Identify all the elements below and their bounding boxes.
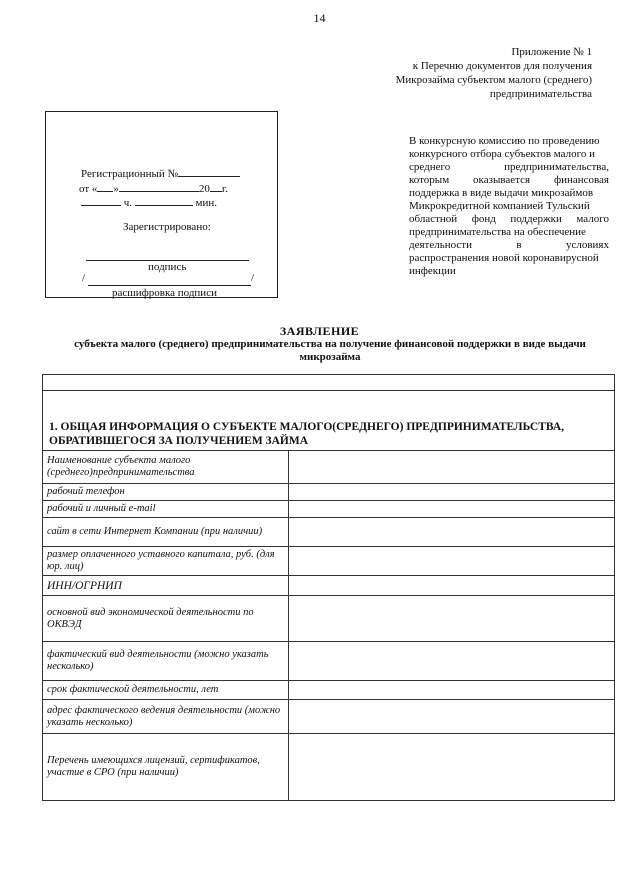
table-row (43, 596, 615, 642)
addressee-word: в (516, 239, 522, 251)
appendix-line: предпринимательства (489, 88, 592, 100)
appendix-reference (396, 45, 592, 101)
appendix-line: Микрозайма субъектом малого (среднего) (395, 74, 592, 86)
section-heading-line: 1. ОБЩАЯ ИНФОРМАЦИЯ О СУБЪЕКТЕ МАЛОГО(СРЕДНЕГО) ПРЕДПРИНИМАТЕЛЬСТВА, (49, 421, 565, 433)
row-label: рабочий телефон (43, 484, 289, 501)
addressee-word: малого (576, 213, 609, 225)
registration-number-blank[interactable] (178, 167, 240, 177)
slash-open: / (82, 272, 86, 284)
table-row (43, 642, 615, 681)
signature-decoding-label: расшифровка подписи (112, 287, 217, 299)
row-value[interactable] (289, 518, 615, 547)
addressee-line: распространения новой коронавирусной (409, 252, 599, 264)
year-blank[interactable] (210, 182, 222, 192)
section-heading (43, 391, 615, 451)
addressee-word: финансовая (553, 174, 609, 186)
addressee-line (409, 174, 609, 187)
addressee-word: условиях (565, 239, 609, 251)
subtitle-line: субъекта малого (среднего) предпринимательства на получение финансовой поддержки в виде выдачи (74, 338, 586, 350)
table-header-row (43, 375, 615, 391)
row-label: адрес фактического ведения деятельности (можно указать несколько) (43, 700, 289, 734)
signature-label: подпись (148, 261, 187, 273)
registration-date-field[interactable] (79, 182, 228, 195)
date-quote-close: » (113, 183, 119, 195)
section-heading-line: ОБРАТИВШЕГОСЯ ЗА ПОЛУЧЕНИЕМ ЗАЙМА (49, 435, 309, 447)
date-prefix-text: от « (79, 183, 98, 195)
table-row (43, 501, 615, 518)
hours-blank[interactable] (81, 196, 121, 206)
row-value[interactable] (289, 734, 615, 801)
table-row (43, 576, 615, 596)
row-value[interactable] (289, 547, 615, 576)
application-form-table (42, 374, 615, 801)
row-label: Наименование субъекта малого (среднего)предпринимательства (43, 451, 289, 484)
row-label: Перечень имеющихся лицензий, сертификатов, участие в СРО (при наличии) (43, 734, 289, 801)
hours-label: ч. (123, 197, 133, 209)
table-row (43, 547, 615, 576)
addressee-word: фонд (471, 213, 496, 225)
registration-number-field[interactable] (81, 167, 240, 180)
year-suffix: г. (221, 183, 228, 195)
row-label: сайт в сети Интернет Компании (при наличии) (43, 518, 289, 547)
addressee-line (409, 213, 609, 226)
row-value[interactable] (289, 484, 615, 501)
addressee-word: предпринимательства, (504, 161, 609, 173)
registration-number-label: Регистрационный № (81, 168, 179, 180)
signature-decoding-line[interactable] (88, 285, 251, 286)
appendix-line: к Перечню документов для получения (412, 60, 592, 72)
slash-close: / (251, 272, 255, 284)
row-value[interactable] (289, 681, 615, 700)
addressee-word: деятельности (409, 239, 472, 251)
row-label: фактический вид деятельности (можно указать несколько) (43, 642, 289, 681)
subtitle-line: микрозайма (299, 351, 361, 363)
addressee-word: которым (409, 174, 450, 186)
table-row (43, 484, 615, 501)
row-value[interactable] (289, 451, 615, 484)
addressee-word: оказывается (473, 174, 531, 186)
table-row (43, 451, 615, 484)
addressee-block (409, 135, 609, 278)
page-number: 14 (313, 11, 326, 25)
table-row (43, 518, 615, 547)
minutes-blank[interactable] (135, 196, 193, 206)
row-value[interactable] (289, 501, 615, 518)
addressee-line: инфекции (409, 265, 456, 277)
empty-header-cell (43, 375, 615, 391)
row-label: ИНН/ОГРНИП (43, 576, 289, 596)
addressee-line (409, 239, 609, 252)
addressee-word: среднего (409, 161, 451, 173)
addressee-word: областной (409, 213, 458, 225)
registered-label: Зарегистрировано: (123, 221, 211, 233)
year-prefix: 20 (198, 183, 210, 195)
table-row (43, 700, 615, 734)
appendix-line: Приложение № 1 (511, 46, 592, 58)
row-value[interactable] (289, 642, 615, 681)
row-value[interactable] (289, 596, 615, 642)
row-label: срок фактической деятельности, лет (43, 681, 289, 700)
registration-box (45, 111, 278, 298)
row-value[interactable] (289, 576, 615, 596)
addressee-line: предпринимательства на обеспечение (409, 226, 586, 238)
document-title: ЗАЯВЛЕНИЕ (279, 324, 360, 338)
addressee-word: поддержки (510, 213, 562, 225)
minutes-label: мин. (195, 197, 218, 209)
document-subtitle (40, 338, 620, 364)
addressee-line: В конкурсную комиссию по проведению (409, 135, 600, 147)
row-value[interactable] (289, 700, 615, 734)
row-label: размер оплаченного уставного капитала, руб. (для юр. лиц) (43, 547, 289, 576)
month-blank[interactable] (119, 182, 199, 192)
addressee-line (409, 161, 609, 174)
day-blank[interactable] (97, 182, 113, 192)
table-row (43, 681, 615, 700)
row-label: основной вид экономической деятельности по ОКВЭД (43, 596, 289, 642)
row-label: рабочий и личный e-mail (43, 501, 289, 518)
table-row (43, 734, 615, 801)
addressee-line: поддержка в виде выдачи микрозаймов (409, 187, 594, 199)
registration-time-field[interactable] (81, 196, 217, 209)
addressee-line: Микрокредитной компанией Тульский (409, 200, 590, 212)
section-heading-row (43, 391, 615, 451)
addressee-line: конкурсного отбора субъектов малого и (409, 148, 596, 160)
